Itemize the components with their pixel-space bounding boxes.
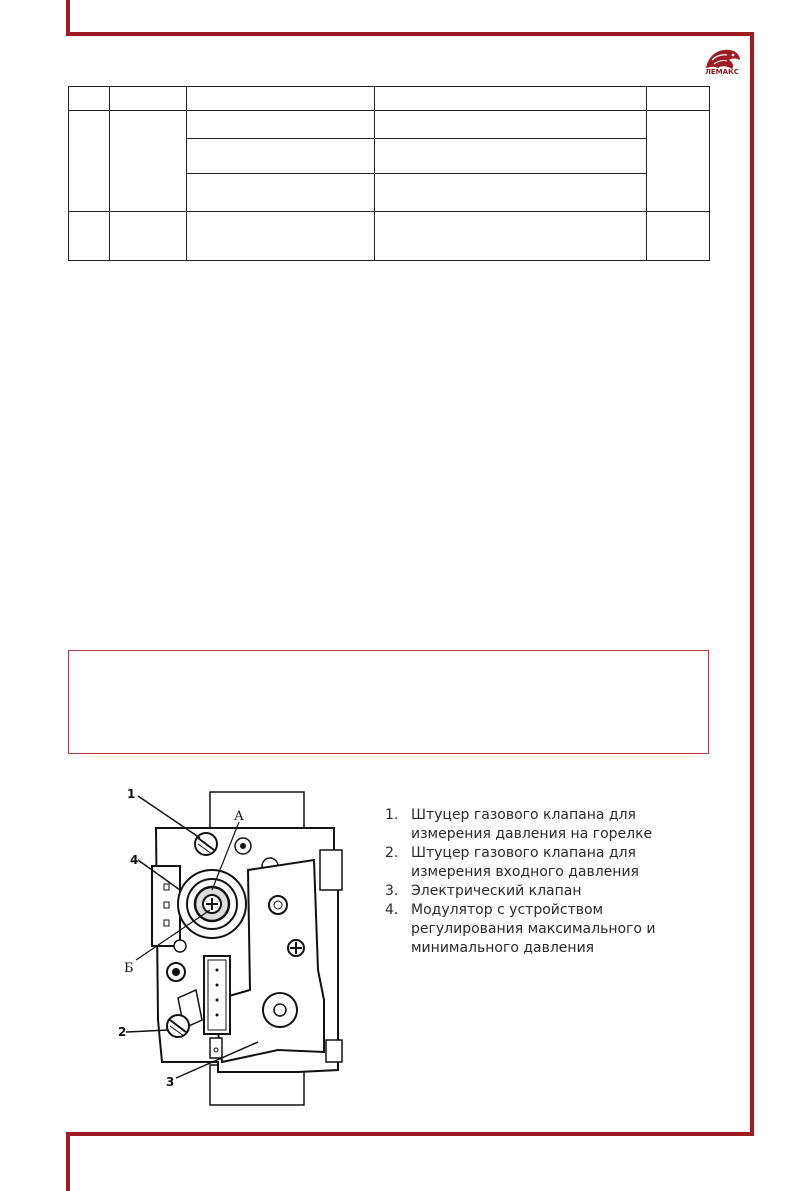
diagram-label-b: Б <box>124 961 134 976</box>
logo-wordmark: ЛЕМАКС <box>705 68 739 76</box>
frame-top-bar <box>66 32 754 36</box>
table-cell <box>375 139 647 174</box>
frame-bottom-left-bar <box>66 1132 70 1191</box>
legend-item-number: 1. <box>385 807 399 823</box>
diagram-label-2: 2 <box>118 1025 127 1039</box>
table-cell <box>375 174 647 212</box>
table-header-cell <box>187 87 375 111</box>
diagram-label-1: 1 <box>127 787 136 801</box>
table-cell <box>647 111 710 212</box>
table-header-cell <box>110 87 187 111</box>
table-cell <box>110 111 187 212</box>
table-cell <box>69 212 110 261</box>
diagram-label-a: А <box>234 809 244 824</box>
legend-item-text: Штуцер газового клапана для измерения входного давления <box>411 845 639 880</box>
legend-item <box>385 901 685 958</box>
spec-table <box>68 86 710 261</box>
diagram-label-4: 4 <box>130 853 139 867</box>
diagram-label-3: 3 <box>166 1075 175 1089</box>
table-header-cell <box>375 87 647 111</box>
legend-item <box>385 844 685 882</box>
table-row <box>69 111 710 139</box>
table-cell <box>187 174 375 212</box>
table-cell <box>375 111 647 139</box>
legend-item <box>385 882 685 901</box>
table-cell <box>647 212 710 261</box>
legend-item-text: Электрический клапан <box>411 883 582 899</box>
frame-bottom-bar <box>66 1132 754 1136</box>
table-cell <box>187 139 375 174</box>
frame-right-bar <box>750 32 754 1136</box>
legend-item-number: 2. <box>385 845 399 861</box>
table-header-cell <box>69 87 110 111</box>
frame-top-left-bar <box>66 0 70 36</box>
table-cell <box>187 212 375 261</box>
table-header-cell <box>647 87 710 111</box>
table-cell <box>110 212 187 261</box>
legend-item-number: 4. <box>385 902 399 918</box>
legend-item-text: Модулятор с устройством регулирования максимального и минимального давления <box>411 902 656 956</box>
lemaks-logo-icon <box>700 42 744 82</box>
legend-item-number: 3. <box>385 883 399 899</box>
legend-item-text: Штуцер газового клапана для измерения давления на горелке <box>411 807 653 842</box>
table-cell <box>375 212 647 261</box>
legend-item <box>385 806 685 844</box>
table-header-row <box>69 87 710 111</box>
diagram-legend <box>385 806 685 958</box>
gas-valve-diagram <box>118 780 368 1110</box>
table-cell <box>187 111 375 139</box>
warning-callout-box <box>68 650 709 754</box>
table-row <box>69 212 710 261</box>
table-cell <box>69 111 110 212</box>
